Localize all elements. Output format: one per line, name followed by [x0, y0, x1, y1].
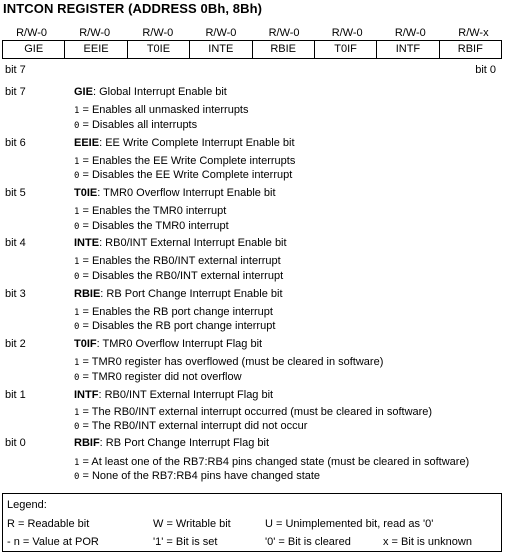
bit-summary: : RB Port Change Interrupt Flag bit — [99, 437, 270, 449]
clear-meaning — [74, 470, 320, 482]
bit-name: INTF — [74, 389, 99, 401]
clear-meaning — [74, 220, 229, 232]
bit-summary: : TMR0 Overflow Interrupt Flag bit — [96, 338, 263, 350]
access-bit1: R/W-0 — [394, 27, 426, 39]
bit-name: GIE — [74, 86, 93, 98]
set-meaning — [74, 356, 383, 368]
clear-meaning — [74, 270, 283, 282]
legend-cleared: '0' = Bit is cleared — [265, 536, 351, 548]
clear-meaning — [74, 119, 197, 131]
bit-name: RBIF — [74, 437, 100, 449]
bit-number: bit 2 — [5, 338, 26, 350]
bit-name: T0IF — [74, 338, 97, 350]
bit-summary: : RB0/INT External Interrupt Enable bit — [99, 237, 287, 249]
bit-cell-eeie: EEIE — [64, 41, 126, 58]
set-text: = Enables the RB port change interrupt — [79, 306, 273, 318]
clear-meaning — [74, 420, 307, 432]
set-value: 1 — [74, 408, 80, 418]
clear-meaning — [74, 320, 275, 332]
clear-value: 0 — [74, 422, 80, 432]
bit-number: bit 6 — [5, 137, 26, 149]
bit-heading — [74, 86, 227, 98]
bit-heading — [74, 437, 269, 449]
set-meaning — [74, 104, 249, 116]
set-text: = TMR0 register has overflowed (must be cleared in software) — [79, 356, 384, 368]
clear-value: 0 — [74, 121, 80, 131]
set-text: = Enables the TMR0 interrupt — [79, 205, 227, 217]
bit-summary: : TMR0 Overflow Interrupt Enable bit — [97, 187, 276, 199]
clear-text: = Disables the RB port change interrupt — [79, 320, 276, 332]
set-text: = Enables the EE Write Complete interrupts — [79, 155, 296, 167]
bit-heading — [74, 137, 295, 149]
bit-summary: : EE Write Complete Interrupt Enable bit — [99, 137, 295, 149]
bit-number: bit 4 — [5, 237, 26, 249]
bit-number: bit 1 — [5, 389, 26, 401]
set-meaning — [74, 406, 432, 418]
clear-meaning — [74, 371, 242, 383]
clear-meaning — [74, 169, 292, 181]
set-value: 1 — [74, 358, 80, 368]
set-meaning — [74, 456, 469, 468]
bit-cell-intf: INTF — [376, 41, 438, 58]
set-meaning — [74, 155, 295, 167]
legend-title: Legend: — [7, 499, 47, 511]
access-row — [0, 27, 505, 39]
access-bit5: R/W-0 — [142, 27, 174, 39]
bit-range-labels — [0, 64, 505, 76]
set-text: = Enables all unmasked interrupts — [79, 104, 249, 116]
legend-unknown: x = Bit is unknown — [383, 536, 472, 548]
bit-heading — [74, 389, 273, 401]
bit-cell-inte: INTE — [189, 41, 251, 58]
bit-number: bit 5 — [5, 187, 26, 199]
bit-names-table — [2, 40, 502, 59]
clear-text: = Disables the EE Write Complete interrupt — [79, 169, 293, 181]
bit-cell-rbie: RBIE — [252, 41, 314, 58]
set-value: 1 — [74, 106, 80, 116]
access-bit3: R/W-0 — [268, 27, 300, 39]
clear-text: = The RB0/INT external interrupt did not occur — [79, 420, 308, 432]
bit-heading — [74, 237, 287, 249]
bit-cell-t0ie: T0IE — [127, 41, 189, 58]
legend-por: - n = Value at POR — [7, 536, 99, 548]
set-value: 1 — [74, 257, 80, 267]
legend-set: '1' = Bit is set — [153, 536, 218, 548]
bit-name: T0IE — [74, 187, 98, 199]
bit-cell-gie: GIE — [24, 43, 44, 55]
set-meaning — [74, 205, 226, 217]
bit-summary: : RB Port Change Interrupt Enable bit — [100, 288, 283, 300]
clear-value: 0 — [74, 472, 80, 482]
bit-heading — [74, 187, 276, 199]
set-value: 1 — [74, 207, 80, 217]
set-meaning — [74, 255, 281, 267]
bit-cell-rbif: RBIF — [439, 41, 501, 58]
set-text: = Enables the RB0/INT external interrupt — [79, 255, 281, 267]
clear-value: 0 — [74, 272, 80, 282]
set-value: 1 — [74, 308, 80, 318]
clear-value: 0 — [74, 171, 80, 181]
bit-number: bit 7 — [5, 86, 26, 98]
access-bit0: R/W-x — [458, 27, 489, 39]
clear-value: 0 — [74, 322, 80, 332]
set-value: 1 — [74, 157, 80, 167]
set-text: = At least one of the RB7:RB4 pins changed state (must be cleared in software) — [79, 456, 470, 468]
clear-text: = None of the RB7:RB4 pins have changed state — [79, 470, 321, 482]
access-bit6: R/W-0 — [79, 27, 111, 39]
set-value: 1 — [74, 458, 80, 468]
bit-summary: : RB0/INT External Interrupt Flag bit — [98, 389, 274, 401]
register-title: INTCON REGISTER (ADDRESS 0Bh, 8Bh) — [3, 1, 263, 16]
bit-cell-t0if: T0IF — [314, 41, 376, 58]
bit-summary: : Global Interrupt Enable bit — [92, 86, 227, 98]
set-meaning — [74, 306, 273, 318]
clear-text: = Disables the RB0/INT external interrupt — [79, 270, 284, 282]
clear-text: = TMR0 register did not overflow — [79, 371, 242, 383]
bit-high-label: bit 7 — [5, 64, 26, 76]
clear-value: 0 — [74, 373, 80, 383]
bit-number: bit 3 — [5, 288, 26, 300]
bit-name: EEIE — [74, 137, 100, 149]
bit-number: bit 0 — [5, 437, 26, 449]
clear-text: = Disables the TMR0 interrupt — [79, 220, 229, 232]
bit-name: RBIE — [74, 288, 101, 300]
clear-text: = Disables all interrupts — [79, 119, 198, 131]
access-bit4: R/W-0 — [205, 27, 237, 39]
legend-unimplemented: U = Unimplemented bit, read as '0' — [265, 518, 434, 530]
bit-name: INTE — [74, 237, 100, 249]
access-bit7: R/W-0 — [16, 27, 48, 39]
legend-readable: R = Readable bit — [7, 518, 90, 530]
legend-writable: W = Writable bit — [153, 518, 231, 530]
clear-value: 0 — [74, 222, 80, 232]
set-text: = The RB0/INT external interrupt occurred (must be cleared in software) — [79, 406, 433, 418]
bit-heading — [74, 338, 262, 350]
legend-box — [2, 493, 502, 552]
bit-low-label: bit 0 — [475, 64, 496, 76]
bit-heading — [74, 288, 283, 300]
access-bit2: R/W-0 — [331, 27, 363, 39]
